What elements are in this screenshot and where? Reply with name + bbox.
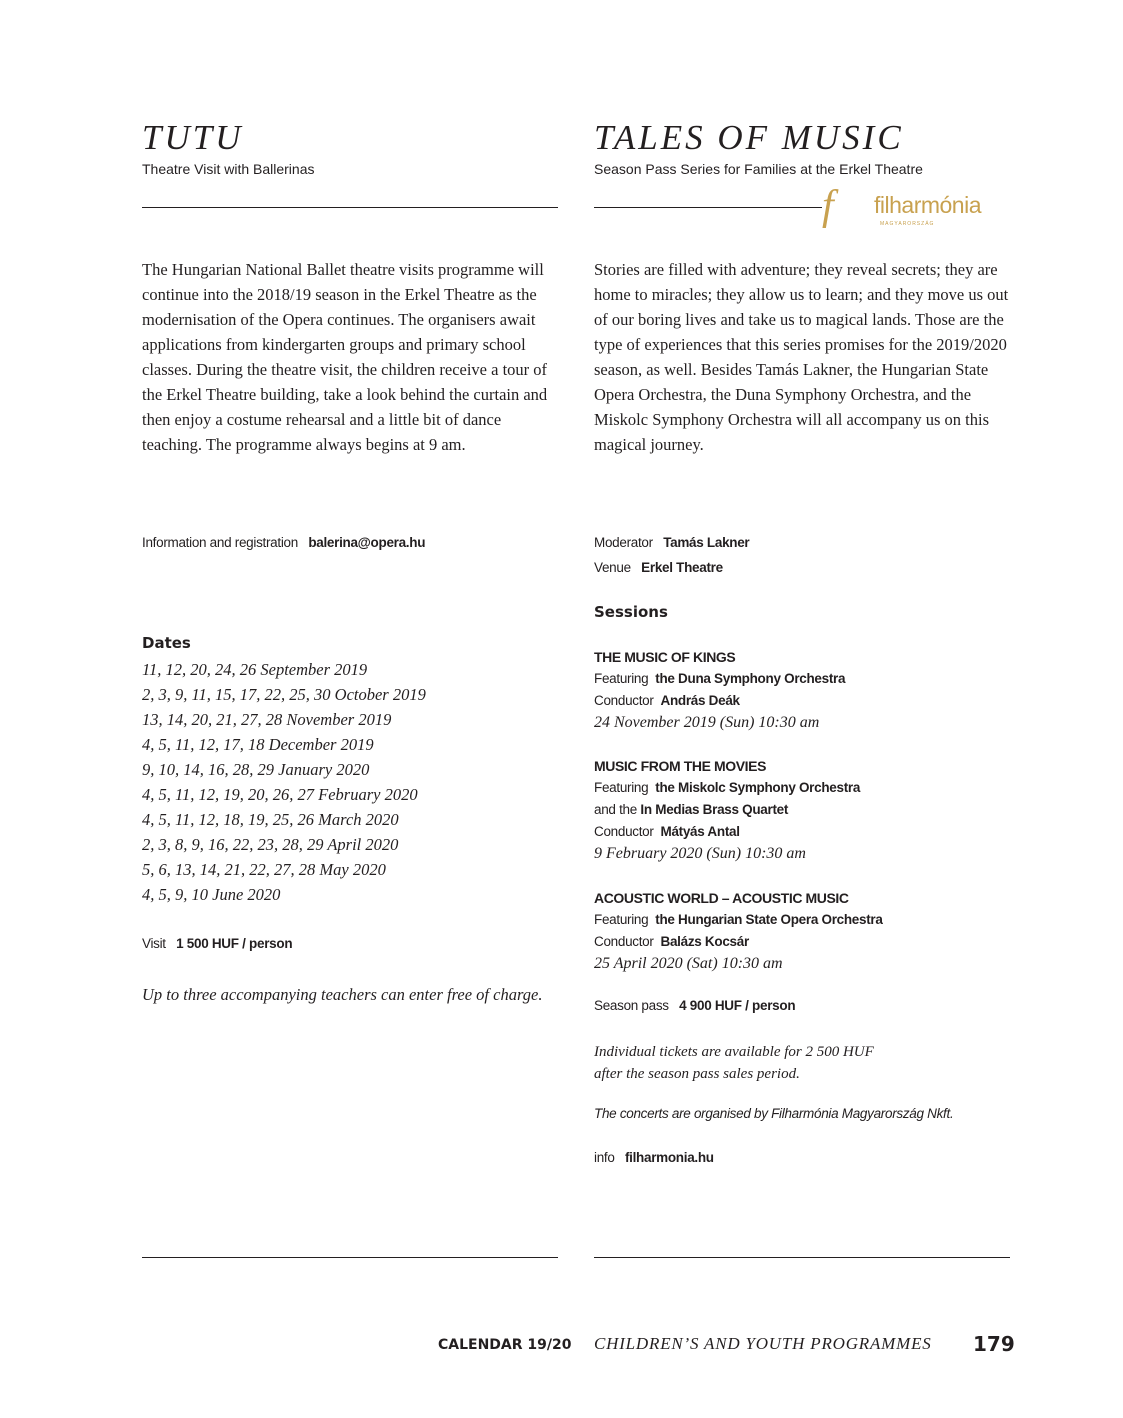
date-item: 13, 14, 20, 21, 27, 28 November 2019 [142,710,392,729]
tales-header [594,118,1010,178]
date-item: 9, 10, 14, 16, 28, 29 January 2020 [142,760,370,779]
tales-header-rule [594,207,822,208]
filharmonia-logo [822,184,1012,230]
date-item: 4, 5, 11, 12, 17, 18 December 2019 [142,735,374,754]
conductor-value: Mátyás Antal [660,824,740,839]
moderator-value: Tamás Lakner [663,535,750,550]
tutu-info-label: Information and registration [142,535,298,550]
conductor-value: András Deák [660,693,740,708]
page-number: 179 [973,1332,1015,1356]
session-date: 24 November 2019 (Sun) 10:30 am [594,714,820,731]
tales-subtitle: Season Pass Series for Families at the Erkel Theatre [594,161,923,177]
and-value: In Medias Brass Quartet [640,802,789,817]
tutu-header [142,118,558,178]
session-featuring [594,668,1014,690]
filharmonia-info-link[interactable]: filharmonia.hu [624,1150,714,1165]
venue-label: Venue [594,560,631,575]
venue-value: Erkel Theatre [641,560,723,575]
individual-tickets-line2: after the season pass sales period. [594,1066,800,1082]
sessions-heading: Sessions [594,603,668,621]
tutu-info-email[interactable]: balerina@opera.hu [308,535,426,550]
date-item: 4, 5, 11, 12, 19, 20, 26, 27 February 2020 [142,785,418,804]
footer-section: CHILDREN’S AND YOUTH PROGRAMMES [594,1334,932,1353]
date-item: 2, 3, 8, 9, 16, 22, 23, 28, 29 April 2020 [142,835,399,854]
filharmonia-logo-mark: f [822,183,834,229]
session-music-of-kings [594,646,1014,734]
left-bottom-rule [142,1257,558,1258]
session-featuring [594,909,1014,931]
conductor-value: Balázs Kocsár [660,934,749,949]
session-date: 25 April 2020 (Sat) 10:30 am [594,955,783,972]
organiser-note: The concerts are organised by Filharmónia Magyarország Nkft. [594,1106,954,1121]
session-acoustic-world [594,887,1014,975]
session-date: 9 February 2020 (Sun) 10:30 am [594,845,806,862]
dates-heading: Dates [142,634,191,652]
featuring-value: the Duna Symphony Orchestra [655,671,846,686]
tales-title: TALES OF MUSIC [594,118,904,157]
session-conductor [594,690,1014,712]
tutu-title: TUTU [142,118,244,157]
filharmonia-logo-text: filharmónia [874,192,981,218]
featuring-value: the Miskolc Symphony Orchestra [655,780,861,795]
venue-line [594,560,723,575]
session-music-from-movies [594,755,1014,865]
season-pass-price: 4 900 HUF / person [679,998,796,1013]
season-pass-line [594,998,795,1013]
tutu-description-text: The Hungarian National Ballet theatre visits programme will continue into the 2018/19 season in the Erkel Theatre as the modernisation of the Opera continues. The organisers await applications from kindergarten groups and primary school classes. During the theatre visit, the children receive a tour of the Erkel Theatre building, take a look behind the curtain and then enjoy a costume rehearsal and a little bit of dance teaching. The programme always begins at 9 am. [142,260,548,454]
footer-calendar: CALENDAR 19/20 [438,1337,572,1353]
tutu-header-rule [142,207,558,208]
session-conductor [594,931,1014,953]
tales-description-text: Stories are filled with adventure; they reveal secrets; they are home to miracles; they allow us to learn; and they move us out of our boring lives and take us to magical lands. Those are the type of experiences that this series promises for the 2019/2020 season, as well. Besides Tamás Lakner, the Hungarian State Opera Orchestra, the Duna Symphony Orchestra, and the Miskolc Symphony Orchestra will all accompany us on this magical journey. [594,260,1009,454]
date-item: 11, 12, 20, 24, 26 September 2019 [142,660,368,679]
session-and [594,799,1014,821]
date-item: 4, 5, 9, 10 June 2020 [142,885,281,904]
individual-tickets-line1: Individual tickets are available for 2 500 HUF [594,1044,874,1060]
tales-description [594,257,1012,457]
visit-price: 1 500 HUF / person [176,936,293,951]
session-featuring [594,777,1014,799]
visit-price-line [142,936,292,951]
session-title: MUSIC FROM THE MOVIES [594,758,767,774]
season-pass-label: Season pass [594,998,669,1013]
tutu-subtitle: Theatre Visit with Ballerinas [142,161,315,177]
right-bottom-rule [594,1257,1010,1258]
filharmonia-info-label: info [594,1150,615,1165]
date-item: 5, 6, 13, 14, 21, 22, 27, 28 May 2020 [142,860,386,879]
session-title: ACOUSTIC WORLD – ACOUSTIC MUSIC [594,890,849,906]
filharmonia-info-line [594,1150,714,1165]
tutu-description [142,257,562,457]
and-label: and the [594,802,637,817]
moderator-label: Moderator [594,535,653,550]
conductor-label: Conductor [594,934,654,949]
featuring-label: Featuring [594,780,649,795]
visit-label: Visit [142,936,166,951]
conductor-label: Conductor [594,693,654,708]
dates-list [142,657,426,907]
session-title: THE MUSIC OF KINGS [594,649,736,665]
featuring-value: the Hungarian State Opera Orchestra [655,912,883,927]
session-conductor [594,821,1014,843]
tutu-info-line [142,535,425,550]
moderator-line [594,535,749,550]
teachers-note: Up to three accompanying teachers can enter free of charge. [142,985,543,1004]
featuring-label: Featuring [594,912,649,927]
date-item: 4, 5, 11, 12, 18, 19, 25, 26 March 2020 [142,810,399,829]
filharmonia-logo-sub: MAGYARORSZÁG [880,221,935,227]
conductor-label: Conductor [594,824,654,839]
date-item: 2, 3, 9, 11, 15, 17, 22, 25, 30 October 2019 [142,685,426,704]
featuring-label: Featuring [594,671,649,686]
individual-tickets-note [594,1041,874,1085]
